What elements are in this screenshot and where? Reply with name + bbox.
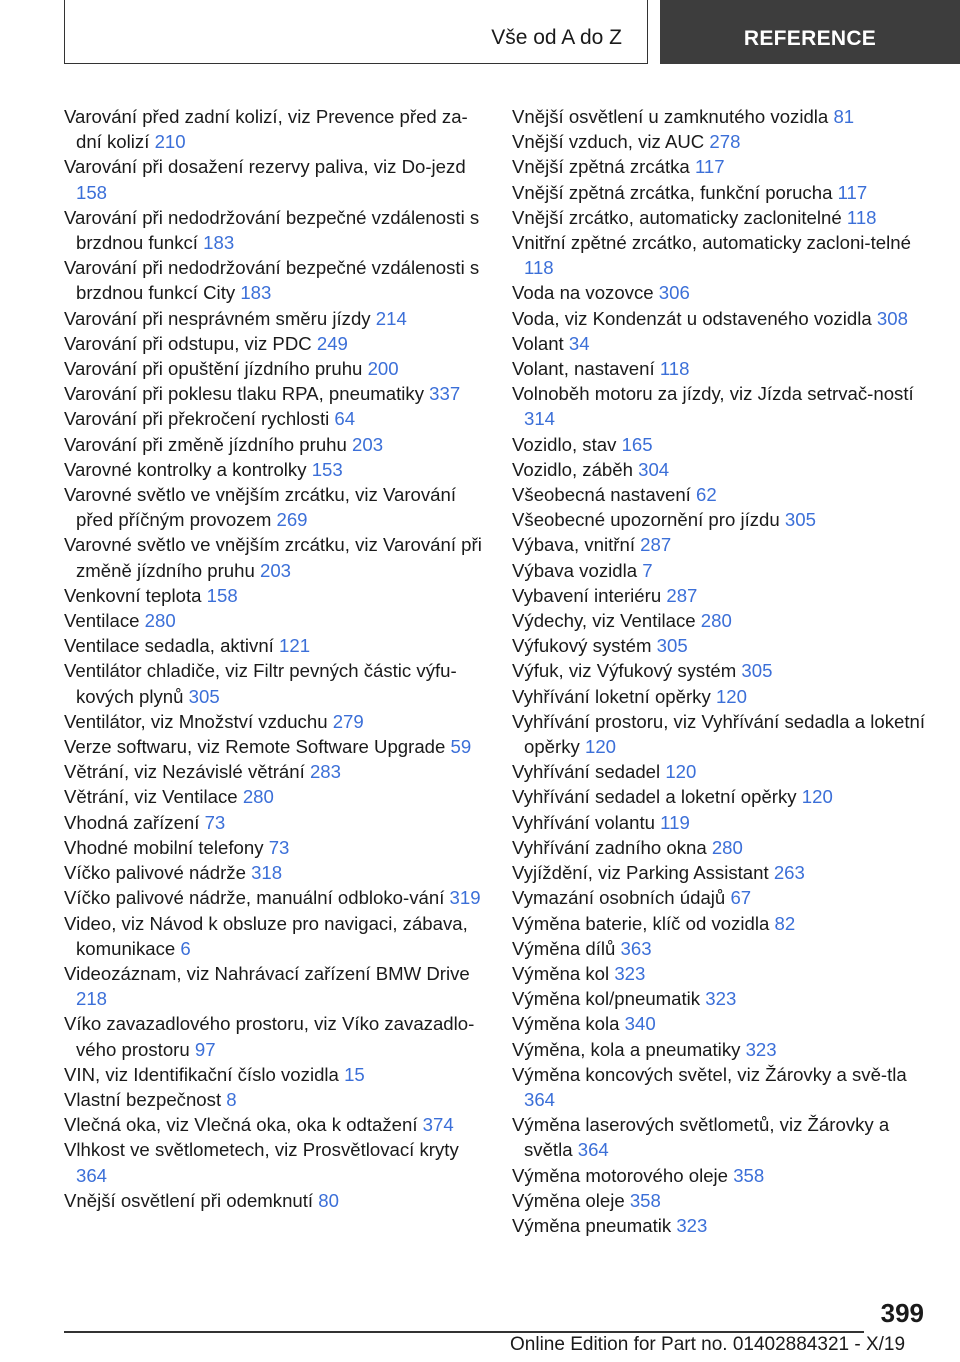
index-entry-text: Ventilace sedadla, aktivní <box>64 635 274 657</box>
index-entry-page-link[interactable]: 269 <box>276 509 308 531</box>
index-entry-page-link[interactable]: 153 <box>311 458 343 480</box>
index-entry-text: Venkovní teplota <box>64 584 202 606</box>
index-entry <box>512 154 942 179</box>
index-entry-text: Výdechy, viz Ventilace <box>512 610 696 632</box>
index-entry <box>512 306 942 331</box>
index-entry-page-link[interactable]: 183 <box>203 232 235 254</box>
index-entry-page-link[interactable]: 323 <box>745 1038 777 1060</box>
index-entry-text: Vnější zpětná zrcátka, funkční porucha <box>512 181 833 203</box>
index-entry-page-link[interactable]: 340 <box>624 1013 656 1035</box>
index-entry-text: Ventilátor chladiče, viz Filtr pevných částic výfu‐kových plynů <box>64 660 457 707</box>
index-entry-text: Vyhřívání prostoru, viz Vyhřívání sedadla a loketní opěrky <box>512 710 926 758</box>
index-entry-text: Vhodná zařízení <box>64 811 200 833</box>
index-entry-page-link[interactable]: 62 <box>696 484 717 506</box>
index-entry <box>512 457 942 482</box>
index-entry-text: Video, viz Návod k obsluze pro navigaci, zábava, komunikace <box>64 912 468 959</box>
index-entry <box>64 810 484 835</box>
index-entry-text: Vybavení interiéru <box>512 584 662 606</box>
index-entry <box>512 860 942 885</box>
index-entry-text: Varování při nedodržování bezpečné vzdálenosti s brzdnou funkcí City <box>64 257 480 304</box>
index-entry-page-link[interactable]: 305 <box>188 685 220 707</box>
index-entry-page-link[interactable]: 323 <box>614 962 646 984</box>
index-entry-text: Videozáznam, viz Nahrávací zařízení BMW Drive <box>64 962 470 984</box>
section-label: Vše od A do Z <box>491 26 622 49</box>
index-entry-page-link[interactable]: 158 <box>206 584 238 606</box>
index-entry <box>512 230 942 280</box>
reference-tab[interactable]: REFERENCE <box>660 0 960 64</box>
index-entry-page-link[interactable]: 64 <box>334 408 356 430</box>
index-entry <box>64 331 484 356</box>
index-entry-text: Větrání, viz Ventilace <box>64 786 238 808</box>
index-entry-page-link[interactable]: 364 <box>76 1164 108 1186</box>
index-entry <box>512 1213 942 1238</box>
index-entry <box>64 784 484 809</box>
index-entry-page-link[interactable]: 121 <box>279 635 311 657</box>
index-entry <box>512 381 942 431</box>
index-entry-text: Varování při dosažení rezervy paliva, viz Do‐jezd <box>64 156 466 178</box>
index-entry-page-link[interactable]: 8 <box>226 1088 237 1110</box>
index-entry-text: VIN, viz Identifikační číslo vozidla <box>64 1063 339 1085</box>
index-entry <box>64 633 484 658</box>
index-entry-page-link[interactable]: 358 <box>629 1189 661 1211</box>
index-entry-text: Výměna, kola a pneumatiky <box>512 1038 741 1060</box>
index-entry-page-link[interactable]: 15 <box>344 1063 365 1085</box>
footer-divider <box>64 1331 864 1333</box>
index-entry-text: Všeobecná nastavení <box>512 484 691 506</box>
index-entry-page-link[interactable]: 117 <box>694 156 725 178</box>
index-entry-text: Vlečná oka, viz Vlečná oka, oka k odtažení <box>64 1114 418 1136</box>
index-entry-page-link[interactable]: 280 <box>700 610 732 632</box>
index-entry-page-link[interactable]: 364 <box>524 1088 556 1110</box>
index-entry <box>64 885 484 910</box>
index-entry <box>512 759 942 784</box>
index-entry-text: Vyjíždění, viz Parking Assistant <box>512 862 769 884</box>
index-entry-page-link[interactable]: 314 <box>524 408 556 430</box>
index-entry <box>64 406 484 431</box>
index-entry-page-link[interactable]: 305 <box>656 635 688 657</box>
index-entry-page-link[interactable]: 7 <box>642 559 653 581</box>
index-entry-page-link[interactable]: 183 <box>240 282 272 304</box>
index-entry-page-link[interactable]: 318 <box>251 862 283 884</box>
index-entry-page-link[interactable]: 73 <box>268 836 290 858</box>
index-entry-page-link[interactable]: 337 <box>429 383 461 405</box>
index-entry <box>512 104 942 129</box>
index-entry <box>512 633 942 658</box>
index-entry <box>512 1011 942 1036</box>
index-entry-text: Výměna oleje <box>512 1189 625 1211</box>
index-entry-page-link[interactable]: 287 <box>640 534 672 556</box>
index-entry <box>64 734 484 759</box>
index-entry-page-link[interactable]: 203 <box>260 559 292 581</box>
index-entry-page-link[interactable]: 308 <box>876 307 908 329</box>
index-entry-page-link[interactable]: 210 <box>154 131 186 153</box>
index-entry-text: Vyhřívání volantu <box>512 811 655 833</box>
index-entry <box>512 608 942 633</box>
index-entry-page-link[interactable]: 323 <box>676 1214 708 1236</box>
index-entry-page-link[interactable]: 319 <box>449 887 481 909</box>
index-entry-text: Vyhřívání zadního okna <box>512 836 707 858</box>
index-entry <box>64 759 484 784</box>
index-entry-page-link[interactable]: 305 <box>741 660 773 682</box>
index-entry-text: Vyhřívání sedadel <box>512 761 661 783</box>
index-entry-page-link[interactable]: 165 <box>621 433 653 455</box>
index-entry-text: Výměna koncových světel, viz Žárovky a svě‐tla <box>512 1063 907 1085</box>
index-entry-page-link[interactable]: 203 <box>352 433 384 455</box>
index-entry-text: Výměna kol <box>512 962 610 984</box>
index-entry-page-link[interactable]: 73 <box>204 811 226 833</box>
index-entry-text: Výfukový systém <box>512 635 652 657</box>
index-entry <box>512 1037 942 1062</box>
index-entry <box>512 835 942 860</box>
index-entry <box>512 558 942 583</box>
index-entry-text: Verze softwaru, viz Remote Software Upgrade <box>64 736 446 758</box>
index-entry <box>512 784 942 809</box>
index-entry <box>512 911 942 936</box>
footer-edition-text: Online Edition for Part no. 01402884321 - X/19 <box>510 1334 906 1355</box>
index-entry-text: Varování při nedodržování bezpečné vzdálenosti s brzdnou funkcí <box>64 206 480 254</box>
index-entry-page-link[interactable]: 120 <box>715 685 747 707</box>
index-entry-text: Ventilace <box>64 610 140 632</box>
index-entry-page-link[interactable]: 6 <box>180 937 191 959</box>
index-entry-text: Varování před zadní kolizí, viz Prevence před za‐dní kolizí <box>64 106 468 153</box>
index-entry-page-link[interactable]: 280 <box>242 786 274 808</box>
index-entry-page-link[interactable]: 323 <box>705 988 737 1010</box>
index-entry-page-link[interactable]: 280 <box>711 836 743 858</box>
index-entry <box>512 129 942 154</box>
index-entry <box>64 104 484 154</box>
index-entry-page-link[interactable]: 249 <box>316 332 348 354</box>
index-entry-page-link[interactable]: 80 <box>318 1189 339 1211</box>
index-entry-text: Vlhkost ve světlometech, viz Prosvětlovací kryty <box>64 1139 459 1161</box>
index-entry-page-link[interactable]: 218 <box>76 988 108 1010</box>
index-entry-page-link[interactable]: 59 <box>450 736 472 758</box>
index-entry-text: Vozidlo, stav <box>512 433 617 455</box>
index-entry <box>512 583 942 608</box>
index-entry-page-link[interactable]: 374 <box>422 1114 454 1136</box>
index-entry-text: Varování při nesprávném směru jízdy <box>64 307 371 329</box>
index-entry <box>64 860 484 885</box>
index-entry <box>64 482 484 532</box>
index-entry-text: Varování při poklesu tlaku RPA, pneumatiky <box>64 383 424 405</box>
index-entry-text: Výbava, vnitřní <box>512 534 635 556</box>
index-entry-text: Voda, viz Kondenzát u odstaveného vozidla <box>512 307 872 329</box>
index-entry-page-link[interactable]: 118 <box>524 257 554 279</box>
index-entry <box>512 180 942 205</box>
index-entry-page-link[interactable]: 67 <box>730 887 752 909</box>
index-entry-page-link[interactable]: 278 <box>709 131 741 153</box>
index-entry <box>64 583 484 608</box>
index-entry-page-link[interactable]: 158 <box>76 181 108 203</box>
index-entry <box>64 356 484 381</box>
index-entry <box>64 1062 484 1087</box>
index-entry-text: Vnější osvětlení u zamknutého vozidla <box>512 106 829 127</box>
index-entry-text: Vlastní bezpečnost <box>64 1088 222 1110</box>
index-entry-text: Všeobecné upozornění pro jízdu <box>512 509 780 531</box>
index-entry-text: Ventilátor, viz Množství vzduchu <box>64 710 328 732</box>
index-entry <box>64 911 484 961</box>
index-entry <box>512 331 942 356</box>
index-entry <box>64 306 484 331</box>
index-entry <box>512 280 942 305</box>
index-entry <box>64 1112 484 1137</box>
index-entry-page-link[interactable]: 120 <box>665 761 697 783</box>
index-entry-page-link[interactable]: 358 <box>733 1164 765 1186</box>
index-entry-page-link[interactable]: 283 <box>309 761 341 783</box>
index-entry-text: Výfuk, viz Výfukový systém <box>512 660 737 682</box>
index-entry-page-link[interactable]: 119 <box>660 811 690 833</box>
index-entry-text: Varovné kontrolky a kontrolky <box>64 458 307 480</box>
index-entry-text: Volant <box>512 332 564 354</box>
index-entry-page-link[interactable]: 279 <box>332 710 364 732</box>
index-entry-page-link[interactable]: 81 <box>833 106 855 127</box>
index-column-left <box>64 104 484 1213</box>
index-entry-page-link[interactable]: 304 <box>638 458 670 480</box>
index-entry <box>64 1137 484 1187</box>
index-entry-page-link[interactable]: 82 <box>774 912 796 934</box>
index-entry <box>512 1112 942 1162</box>
index-entry <box>512 936 942 961</box>
index-entry-page-link[interactable]: 120 <box>584 736 617 758</box>
index-entry-text: Varování při změně jízdního pruhu <box>64 433 347 455</box>
index-entry-page-link[interactable]: 214 <box>375 307 407 329</box>
index-entry <box>64 154 484 204</box>
index-entry-text: Vnější osvětlení při odemknutí <box>64 1189 314 1211</box>
index-entry-page-link[interactable]: 118 <box>659 358 690 380</box>
index-entry-text: Volant, nastavení <box>512 358 655 380</box>
index-entry <box>512 482 942 507</box>
index-entry-text: Víčko palivové nádrže, manuální odbloko‐vání <box>64 887 445 909</box>
index-entry-text: Vyhřívání sedadel a loketní opěrky <box>512 786 797 808</box>
index-entry-text: Výměna pneumatik <box>512 1214 672 1236</box>
index-entry <box>512 432 942 457</box>
index-entry <box>64 255 484 305</box>
index-entry <box>512 1188 942 1213</box>
index-entry-page-link[interactable]: 364 <box>577 1139 609 1161</box>
index-entry <box>512 532 942 557</box>
index-entry-page-link[interactable]: 305 <box>784 509 816 531</box>
index-entry-text: Výměna kola <box>512 1013 620 1035</box>
index-entry <box>64 608 484 633</box>
index-entry-text: Vnější zpětná zrcátka <box>512 156 690 178</box>
index-entry-text: Vymazání osobních údajů <box>512 887 726 909</box>
index-entry-text: Vnější zrcátko, automaticky zaclonitelné <box>512 206 842 228</box>
index-entry-text: Víko zavazadlového prostoru, viz Víko zavazadlo‐vého prostoru <box>64 1013 475 1060</box>
page-number: 399 <box>880 1298 924 1328</box>
index-entry <box>64 205 484 255</box>
index-entry <box>64 532 484 582</box>
index-entry <box>512 810 942 835</box>
index-entry <box>64 1011 484 1061</box>
index-entry-page-link[interactable]: 117 <box>837 181 868 203</box>
index-entry-text: Větrání, viz Nezávislé větrání <box>64 761 305 783</box>
index-entry-page-link[interactable]: 306 <box>658 282 690 304</box>
index-entry <box>64 658 484 708</box>
index-entry-text: Varování při opuštění jízdního pruhu <box>64 358 363 380</box>
index-entry-text: Vyhřívání loketní opěrky <box>512 685 711 707</box>
index-entry-text: Voda na vozovce <box>512 282 654 304</box>
index-entry <box>512 1062 942 1112</box>
index-entry <box>512 356 942 381</box>
index-entry <box>512 684 942 709</box>
index-entry <box>512 1163 942 1188</box>
index-entry-text: Vnitřní zpětné zrcátko, automaticky zacloni‐telné <box>512 232 911 254</box>
index-entry <box>512 885 942 910</box>
index-entry <box>64 709 484 734</box>
index-entry-text: Varovné světlo ve vnějším zrcátku, viz Varování před příčným provozem <box>64 484 457 531</box>
index-entry <box>64 457 484 482</box>
index-entry <box>512 205 942 230</box>
index-entry-page-link[interactable]: 363 <box>620 937 652 959</box>
index-entry-text: Výměna dílů <box>512 937 616 959</box>
index-entry <box>64 432 484 457</box>
index-entry-text: Výměna laserových světlometů, viz Žárovky a světla <box>512 1114 890 1161</box>
index-entry-text: Varování při překročení rychlosti <box>64 408 330 430</box>
index-entry-text: Varování při odstupu, viz PDC <box>64 332 312 354</box>
index-entry-page-link[interactable]: 118 <box>846 206 877 228</box>
index-entry-page-link[interactable]: 97 <box>194 1038 216 1060</box>
index-entry-text: Volnoběh motoru za jízdy, viz Jízda setrvač‐ností <box>512 383 914 405</box>
index-entry <box>512 507 942 532</box>
index-entry-text: Víčko palivové nádrže <box>64 862 246 884</box>
index-entry <box>512 961 942 986</box>
index-column-right <box>512 104 942 1238</box>
index-entry-text: Varovné světlo ve vnějším zrcátku, viz Varování při změně jízdního pruhu <box>64 534 482 581</box>
index-entry-page-link[interactable]: 200 <box>367 358 399 380</box>
index-entry <box>512 709 942 759</box>
index-entry <box>64 1087 484 1112</box>
index-entry <box>64 1188 484 1213</box>
index-entry-text: Výměna motorového oleje <box>512 1164 729 1186</box>
index-entry-text: Vozidlo, záběh <box>512 458 633 480</box>
index-entry-page-link[interactable]: 34 <box>568 332 590 354</box>
index-entry-text: Vnější vzduch, viz AUC <box>512 131 705 153</box>
index-entry-text: Výměna baterie, klíč od vozidla <box>512 912 770 934</box>
index-entry <box>64 835 484 860</box>
index-entry-page-link[interactable]: 287 <box>666 584 698 606</box>
index-entry-text: Vhodné mobilní telefony <box>64 836 264 858</box>
index-entry <box>64 961 484 1011</box>
index-entry-page-link[interactable]: 263 <box>773 862 805 884</box>
index-entry-text: Výbava vozidla <box>512 559 638 581</box>
index-entry-page-link[interactable]: 280 <box>144 610 176 632</box>
index-entry <box>64 381 484 406</box>
index-entry <box>512 658 942 683</box>
index-entry <box>512 986 942 1011</box>
index-entry-page-link[interactable]: 120 <box>801 786 833 808</box>
index-entry-text: Výměna kol/pneumatik <box>512 988 701 1010</box>
